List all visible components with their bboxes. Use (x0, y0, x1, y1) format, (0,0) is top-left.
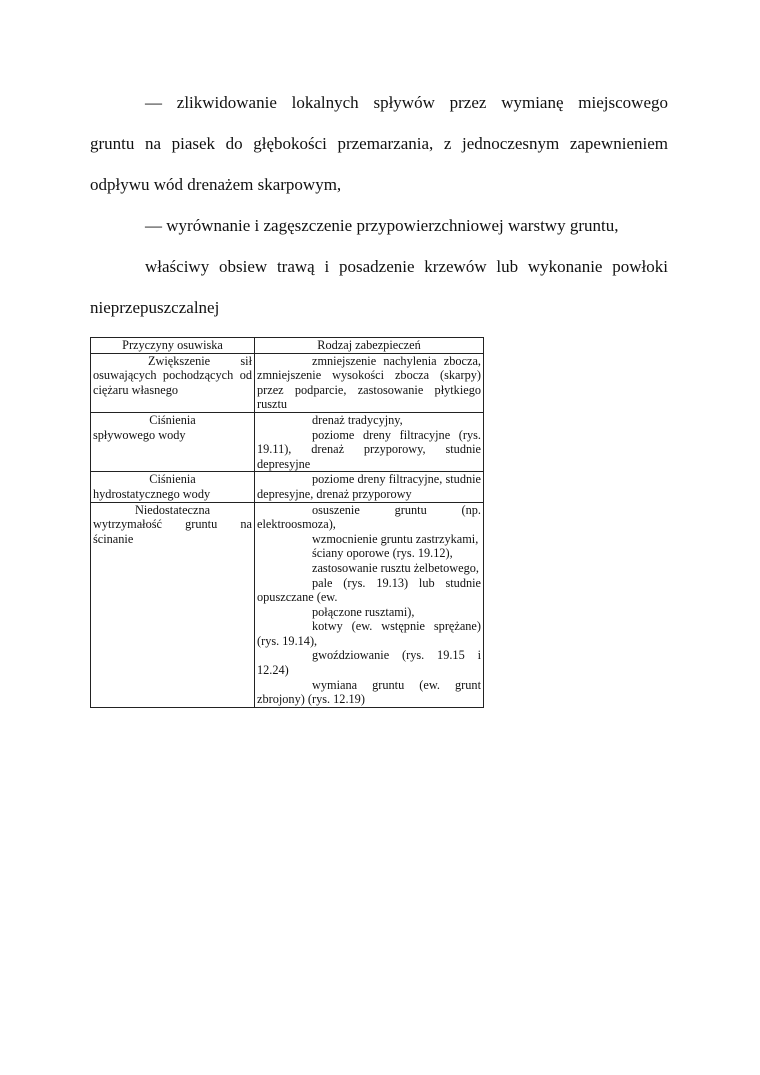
measure-item: zmniejszenie nachylenia zbocza, zmniejszenie wysokości zbocza (skarpy) przez podparcie, zastosowanie płytkiego rusztu (257, 353, 481, 412)
measure-item: poziome dreny filtracyjne (rys. 19.11), drenaż przyporowy, studnie depresyjne (257, 427, 481, 471)
header-measures: Rodzaj zabezpieczeń (255, 338, 484, 354)
measures-cell (255, 412, 484, 471)
cause-text-line-2: hydrostatycznego wody (93, 486, 211, 501)
table-row (91, 502, 484, 707)
cause-cell (91, 353, 255, 412)
measures-cell (255, 502, 484, 707)
cause-text-line-1: Ciśnienia (149, 412, 196, 427)
paragraph-1-line-1: — zlikwidowanie lokalnych spływów przez wymianę miejscowego (145, 93, 668, 112)
table-row (91, 472, 484, 502)
measure-item: ściany oporowe (rys. 19.12), (312, 546, 453, 561)
measure-item: zastosowanie rusztu żelbetowego, (312, 560, 479, 575)
measure-item: poziome dreny filtracyjne, studnie depresyjne, drenaż przyporowy (257, 472, 481, 501)
cause-text-line-1: Niedostateczna (134, 502, 211, 517)
landslide-protection-table (90, 337, 484, 708)
measure-item: wzmocnienie gruntu zastrzykami, (312, 531, 479, 546)
measure-item: połączone rusztami), (312, 604, 415, 619)
table-row (91, 353, 484, 412)
measure-item: gwoździowanie (rys. 19.15 i 12.24) (257, 648, 481, 678)
cause-text-line-1: Ciśnienia (149, 472, 196, 487)
paragraph-3-line-2: nieprzepuszczalnej (90, 298, 220, 317)
cause-text-line-2: wytrzymałość gruntu na ścinanie (93, 517, 252, 546)
measures-cell (255, 472, 484, 502)
paragraph-2: — wyrównanie i zagęszczenie przypowierzchniowej warstwy gruntu, (145, 216, 619, 235)
measures-cell (255, 353, 484, 412)
paragraph-1-line-2: gruntu na piasek do głębokości przemarzania, z jednoczesnym zapewnieniem (90, 134, 668, 153)
cause-cell (91, 472, 255, 502)
paragraph-3-line-1: właściwy obsiew trawą i posadzenie krzewów lub wykonanie powłoki (145, 257, 668, 276)
cause-cell (91, 502, 255, 707)
measure-item: wymiana gruntu (ew. grunt zbrojony) (rys. 12.19) (257, 677, 481, 707)
header-causes: Przyczyny osuwiska (91, 338, 255, 354)
table-row (91, 412, 484, 471)
table-header-row (91, 338, 484, 354)
measure-item: pale (rys. 19.13) lub studnie opuszczane (ew. (257, 575, 481, 605)
cause-cell (91, 412, 255, 471)
measure-item: kotwy (ew. wstępnie sprężane) (rys. 19.14), (257, 619, 481, 648)
measure-item: drenaż tradycyjny, (312, 412, 403, 427)
paragraph-1-line-3: odpływu wód drenażem skarpowym, (90, 175, 342, 194)
measure-item: osuszenie gruntu (np. elektroosmoza), (257, 502, 481, 532)
cause-text-line-2: osuwających pochodzących od ciężaru własnego (93, 368, 252, 397)
cause-text-line-2: spływowego wody (93, 427, 186, 442)
cause-text-line-1: Zwiększenie sił (148, 353, 252, 368)
